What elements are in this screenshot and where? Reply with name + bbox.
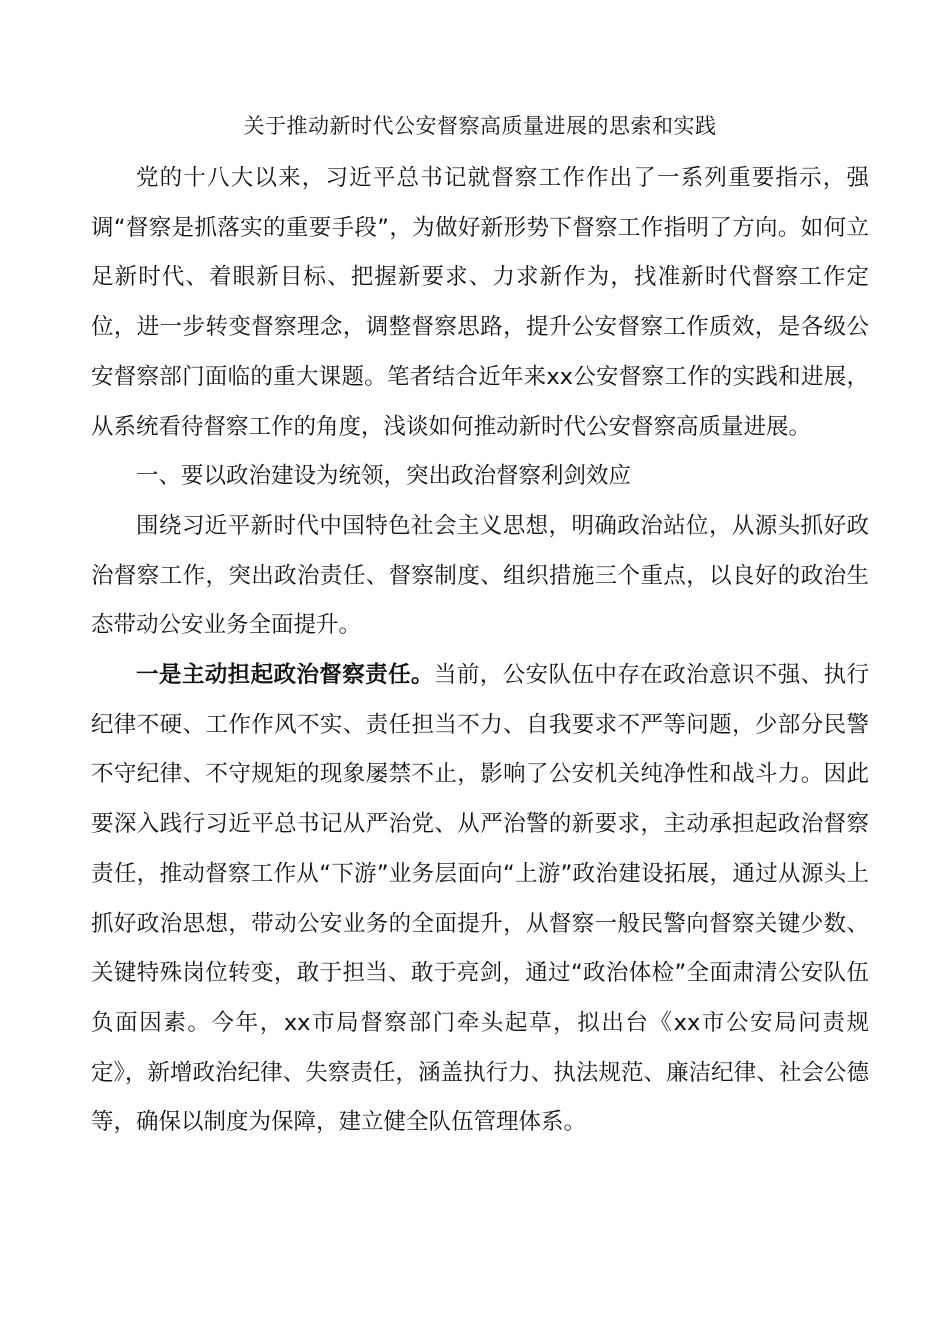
paragraph-lead: 一是主动担起政治督察责任。 (136, 662, 434, 689)
document-title: 关于推动新时代公安督察高质量进展的思索和实践 (243, 114, 717, 138)
intro-paragraph (91, 154, 869, 452)
section-heading (91, 452, 869, 502)
point-one-paragraph (91, 651, 869, 1148)
paragraph-text: 一、要以政治建设为统领，突出政治督察利剑效应 (136, 463, 632, 490)
document-page (91, 108, 869, 1148)
section-summary-paragraph (91, 502, 869, 651)
paragraph-text: 党的十八大以来，习近平总书记就督察工作作出了一系列重要指示，强调“督察是抓落实的重要手段”，为做好新形势下督察工作指明了方向。如何立足新时代、着眼新目标、把握新要求、力求新作为，找准新时代督察工作定位，进一步转变督察理念，调整督察思路，提升公安督察工作质效，是各级公安督察部门面临的重大课题。笔者结合近年来xx公安督察工作的实践和进展，从系统看待督察工作的角度，浅谈如何推动新时代公安督察高质量进展。 (91, 165, 869, 440)
paragraph-text: 围绕习近平新时代中国特色社会主义思想，明确政治站位，从源头抓好政治督察工作，突出政治责任、督察制度、组织措施三个重点，以良好的政治生态带动公安业务全面提升。 (91, 512, 869, 639)
paragraph-text: 当前，公安队伍中存在政治意识不强、执行纪律不硬、工作作风不实、责任担当不力、自我要求不严等问题，少部分民警不守纪律、不守规矩的现象屡禁不止，影响了公安机关纯净性和战斗力。因此要深入践行习近平总书记从严治党、从严治警的新要求，主动承担起政治督察责任，推动督察工作从“下游”业务层面向“上游”政治建设拓展，通过从源头上抓好政治思想，带动公安业务的全面提升，从督察一般民警向督察关键少数、关键特殊岗位转变，敢于担当、敢于亮剑，通过“政治体检”全面肃清公安队伍负面因素。今年，xx市局督察部门牵头起草，拟出台《xx市公安局问责规定》，新增政治纪律、失察责任，涵盖执行力、执法规范、廉洁纪律、社会公德等，确保以制度为保障，建立健全队伍管理体系。 (91, 662, 869, 1136)
